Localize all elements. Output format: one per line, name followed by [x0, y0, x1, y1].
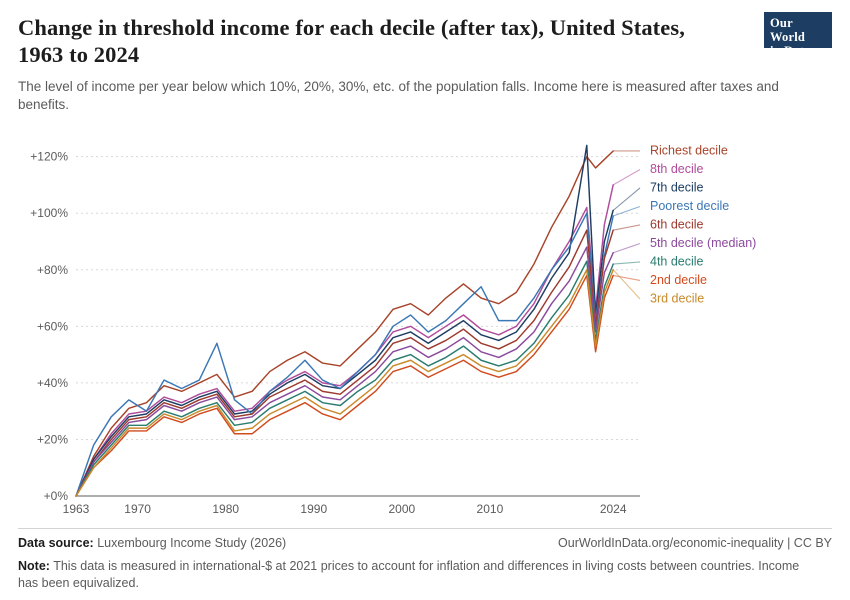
legend-connector — [613, 276, 640, 281]
y-tick-label: +40% — [36, 376, 68, 391]
legend-label[interactable]: 8th decile — [650, 162, 704, 177]
chart-note — [18, 558, 818, 592]
legend-label[interactable]: 2nd decile — [650, 273, 707, 288]
legend-label[interactable]: 6th decile — [650, 217, 704, 232]
y-tick-label: +60% — [36, 319, 68, 334]
page-title: Change in threshold income for each decile (after tax), United States, 1963 to 2024 — [18, 15, 685, 68]
legend-label[interactable]: Poorest decile — [650, 199, 730, 214]
legend-connector — [613, 207, 640, 217]
data-source-value: Luxembourg Income Study (2026) — [97, 536, 287, 551]
attribution-link[interactable]: OurWorldInData.org/economic-inequality | CC BY — [558, 536, 832, 551]
series-line[interactable] — [76, 214, 613, 497]
legend-label[interactable]: 7th decile — [650, 180, 704, 195]
legend-connector — [613, 262, 640, 264]
legend-label[interactable]: Richest decile — [650, 143, 728, 158]
x-tick-label: 2000 — [388, 502, 416, 517]
legend-connector — [613, 270, 640, 299]
x-tick-label: 2024 — [599, 502, 627, 517]
chart-subtitle: The level of income per year below which 10%, 20%, 30%, etc. of the population falls. Income here is measured after taxes and benefits. — [18, 78, 779, 113]
series-line[interactable] — [76, 247, 613, 496]
y-axis-ticks — [30, 150, 68, 503]
owid-logo-line2: in Data — [770, 44, 811, 58]
series-lines[interactable] — [76, 146, 613, 497]
y-tick-label: +20% — [36, 432, 68, 447]
data-source-label: Data source: — [18, 536, 94, 551]
legend-connector — [613, 170, 640, 185]
x-tick-label: 1990 — [300, 502, 328, 517]
legend-label[interactable]: 3rd decile — [650, 291, 705, 306]
owid-logo[interactable] — [764, 12, 832, 58]
series-line[interactable] — [76, 146, 613, 497]
legend-connector — [613, 225, 640, 230]
chart-footer — [18, 528, 832, 592]
legend-label[interactable]: 4th decile — [650, 254, 704, 269]
series-line[interactable] — [76, 262, 613, 497]
y-tick-label: +0% — [43, 489, 68, 504]
y-tick-label: +80% — [36, 263, 68, 278]
series-legend[interactable] — [613, 144, 756, 306]
owid-logo-line1: Our World — [770, 16, 806, 44]
x-tick-label: 1963 — [62, 502, 90, 517]
chart-note-label: Note: — [18, 559, 50, 574]
series-line[interactable] — [76, 151, 613, 496]
chart-note-value: This data is measured in international-$ at 2021 prices to account for inflation and differences in living costs between countries. Income has been equivalized. — [18, 559, 800, 591]
footer-row — [18, 536, 832, 550]
y-tick-label: +120% — [30, 149, 68, 164]
x-tick-label: 1970 — [124, 502, 151, 517]
series-line[interactable] — [76, 185, 613, 496]
x-tick-label: 2010 — [476, 502, 504, 517]
line-chart-svg[interactable] — [18, 126, 832, 526]
legend-connector — [613, 188, 640, 210]
x-tick-label: 1980 — [212, 502, 240, 517]
legend-label[interactable]: 5th decile (median) — [650, 236, 757, 251]
chart-area[interactable] — [18, 126, 832, 526]
legend-connector — [613, 244, 640, 253]
y-tick-label: +100% — [30, 206, 68, 221]
footer-divider — [18, 528, 832, 529]
x-axis-ticks — [63, 502, 627, 516]
chart-header — [18, 14, 832, 114]
data-source — [18, 536, 286, 550]
